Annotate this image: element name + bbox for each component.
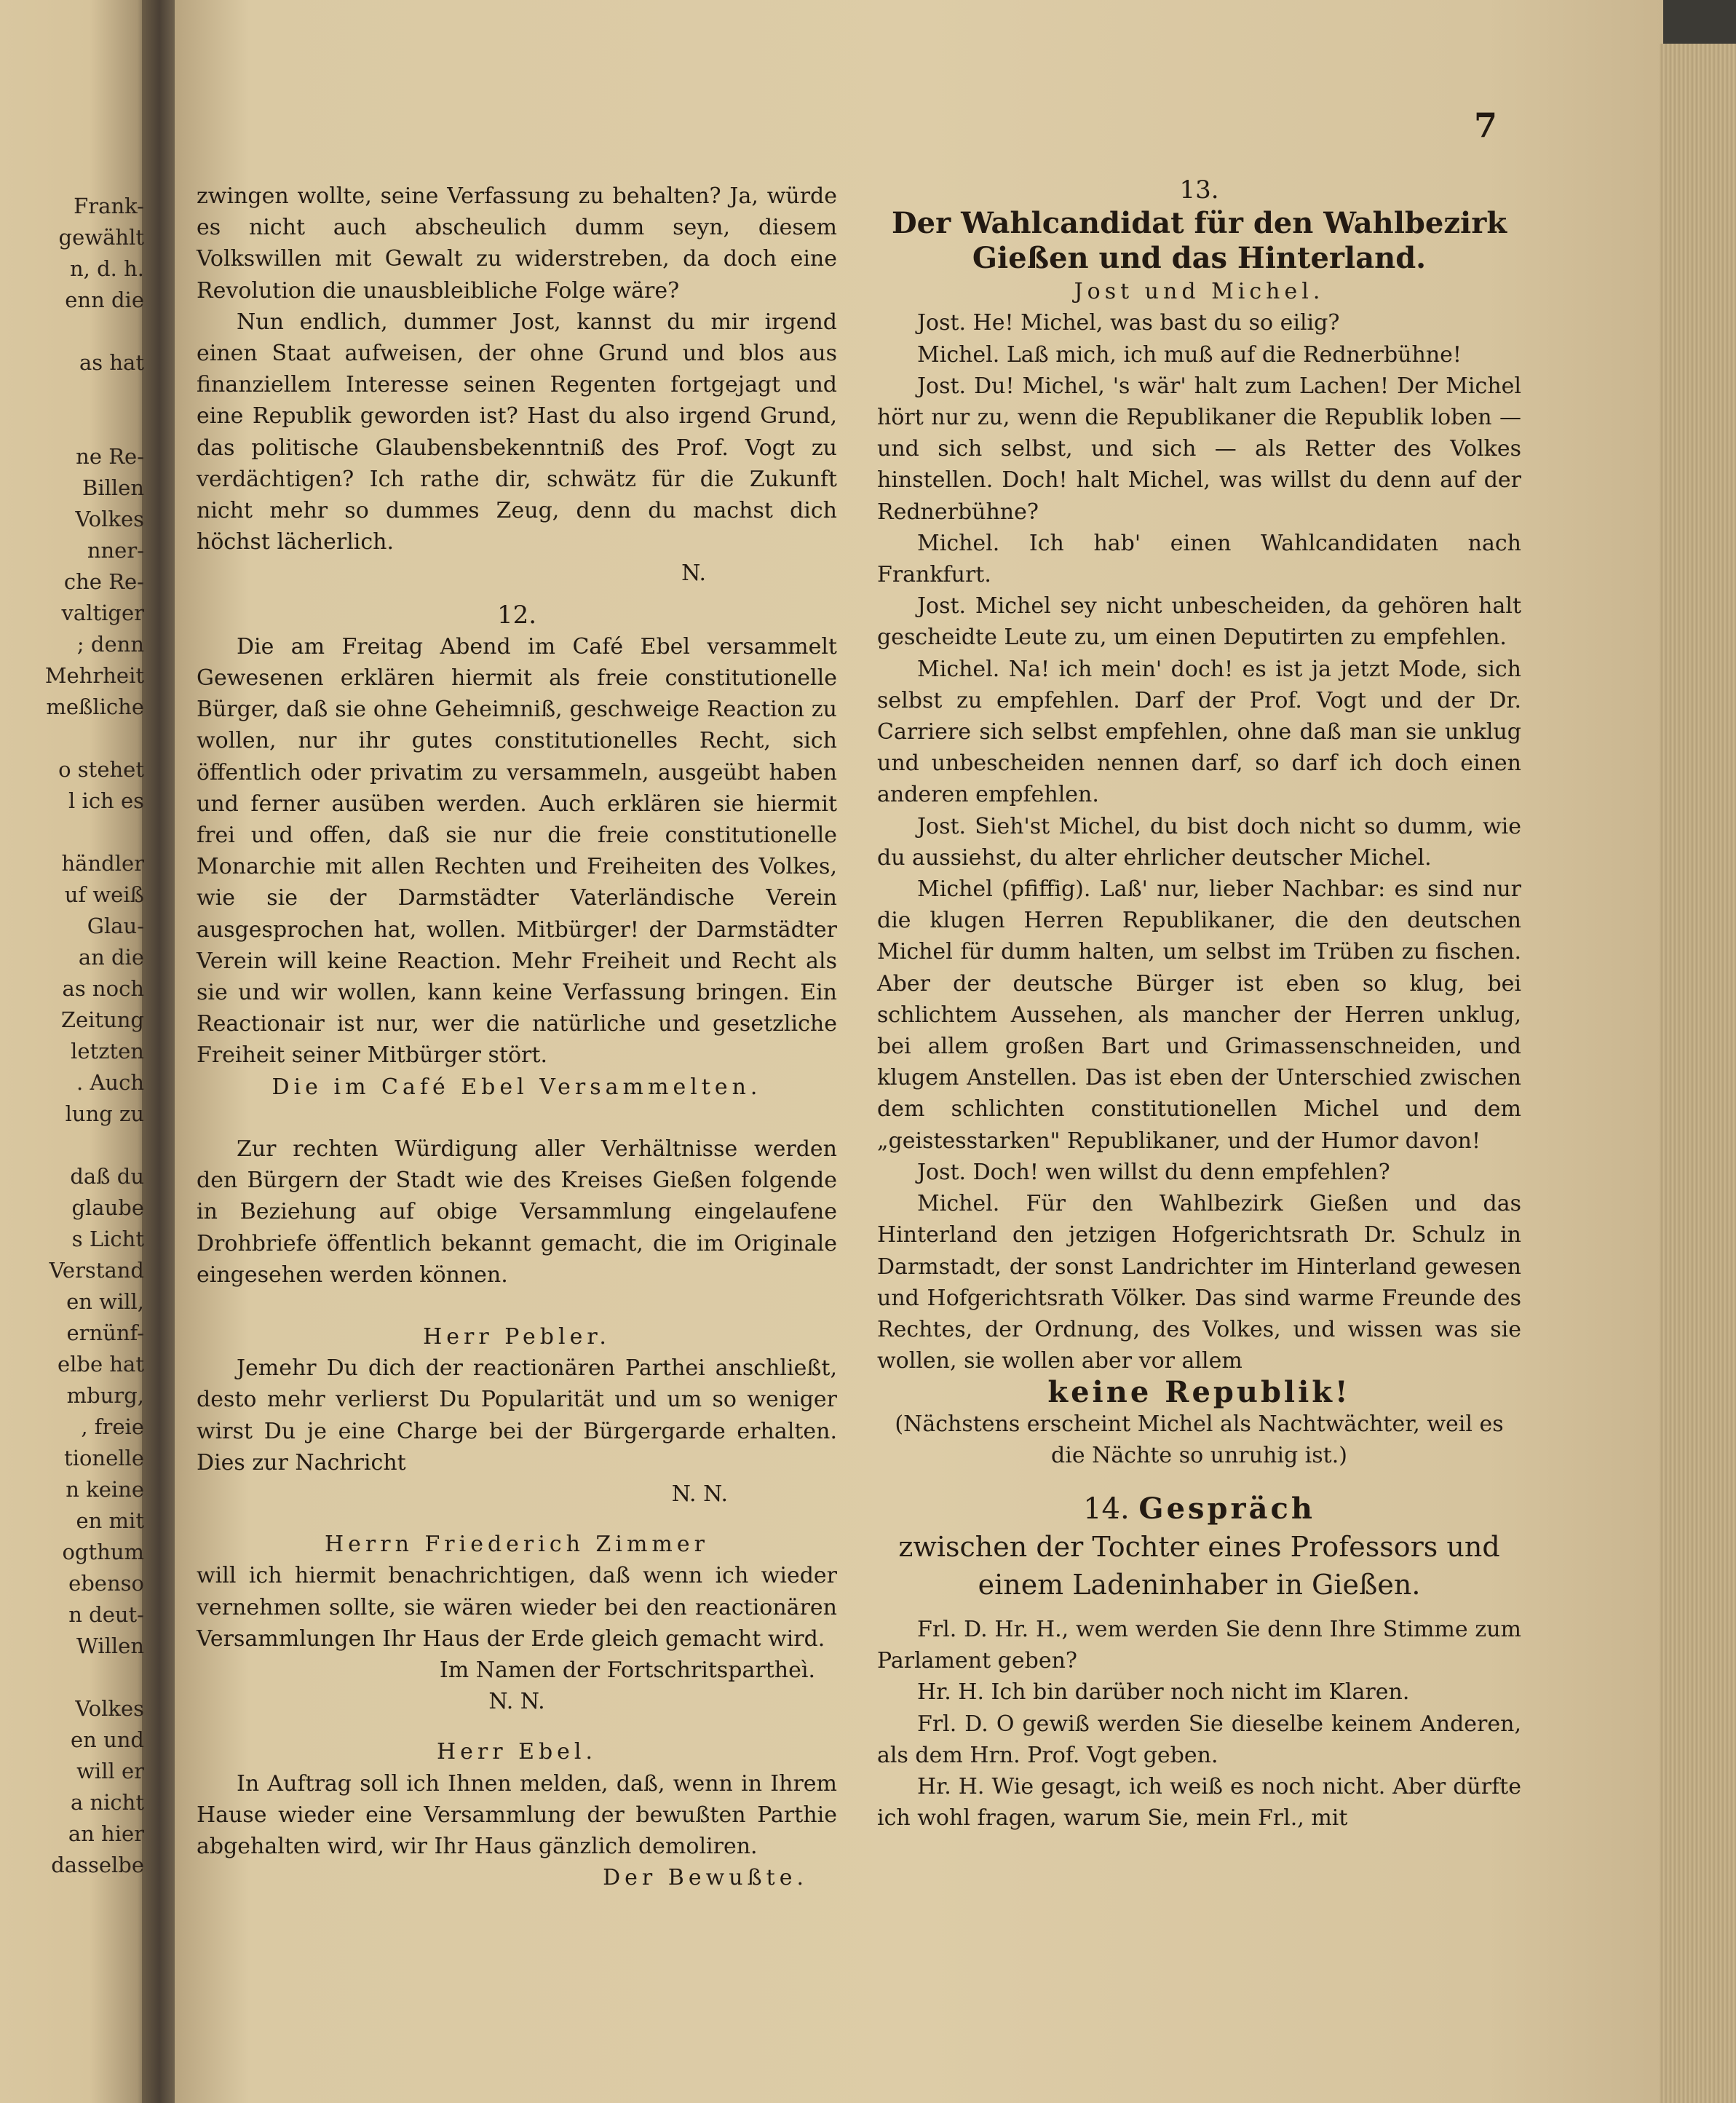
section-14-heading (877, 1490, 1521, 1528)
margin-line: elbe hat (57, 1352, 144, 1377)
letter-3-signature: Der Bewußte. (603, 1865, 808, 1891)
section-12-text: Die am Freitag Abend im Café Ebel versammelt Gewesenen erklären hiermit als freie constitutionelle Bürger, daß sie ohne Geheimniß, geschweige Reaction zu wollen, nur ihr gutes constitutionelles Recht, sich öffentlich oder privatim zu versammeln, ausgeübt haben und ferner ausüben werden. Auch erklären sie hiermit frei und offen, daß sie nur die freie constitutionelle Monarchie mit allen Rechten und Freiheiten des Volkes, wie sie der Darmstädter Vaterländische Verein ausgesprochen hat, wollen. Mitbürger! der Darmstädter Verein will keine Reaction. Mehr Freiheit und Recht als sie und wir wollen, kann keine Verfassung bringen. Ein Reactionair ist nur, wer die natürliche und gesetzliche Freiheit seiner Mitbürger stört. (197, 633, 837, 1069)
margin-line (6, 1662, 144, 1693)
margin-line: an hier (68, 1821, 144, 1846)
margin-line: en mit (76, 1508, 144, 1533)
dialogue-line: Michel (pfiffig). Laß' nur, lieber Nachbar: es sind nur die klugen Herren Republikaner, die den deutschen Michel für dumm halten, um selbst im Trüben zu fischen. Aber der deutsche Bürger ist eben so klug, bei schlichtem Aussehen, als mancher der Herren unklug, bei allem großen Bart und Grimassenschneiden, und klugem Anstellen. Das ist eben der Unterschied zwischen dem schlichten constitutionellen Michel und dem „geistesstarken" Republikaner, und der Humor davon! (877, 876, 1521, 1154)
margin-line: nner- (87, 538, 144, 563)
letter-1-signature: N. N. (671, 1481, 728, 1507)
intro-paragraph: zwingen wollte, seine Verfassung zu behalten? Ja, würde es nicht auch abscheulich dumm seyn, diesem Volkswillen mit Gewalt zu widerstreben, da doch eine Revolution die unausbleibliche Folge wäre? (197, 183, 837, 304)
margin-line: n deut- (68, 1602, 144, 1627)
dialogue-line: Frl. D. Hr. H., wem werden Sie denn Ihre Stimme zum Parlament geben? (877, 1616, 1521, 1674)
section-12-signature: Die im Café Ebel Versammelten. (272, 1074, 762, 1100)
margin-line: ne Re- (76, 444, 144, 469)
notice-paragraph: Zur rechten Würdigung aller Verhältnisse werden den Bürgern der Stadt wie des Kreises Gießen folgende in Beziehung auf obige Versammlung eingelaufene Drohbriefe öffentlich bekannt gemacht, die im Originale eingesehen werden können. (197, 1136, 837, 1288)
letter-3-heading: Herr Ebel. (436, 1739, 598, 1765)
left-page-margin-text (6, 191, 144, 1881)
section-14-title: Gespräch (1138, 1491, 1315, 1526)
margin-line: Verstand (49, 1258, 144, 1283)
dialogue-line: Hr. H. Ich bin darüber noch nicht im Klaren. (917, 1679, 1410, 1706)
margin-line: valtiger (61, 601, 144, 625)
dialogue-line: Michel. Ich hab' einen Wahlcandidaten nach Frankfurt. (877, 530, 1521, 588)
dialogue-line: Jost. He! Michel, was bast du so eilig? (917, 310, 1340, 336)
section-12-number: 12. (496, 600, 537, 630)
margin-line (6, 1130, 144, 1161)
margin-line: s Licht (71, 1227, 144, 1251)
margin-line (6, 379, 144, 410)
margin-line: letzten (71, 1039, 144, 1064)
signature-n: N. (681, 561, 706, 587)
margin-line (6, 410, 144, 441)
margin-line: en und (71, 1727, 144, 1752)
margin-line: Zeitung (60, 1007, 144, 1032)
margin-line: händler (61, 851, 144, 876)
letter-3-text: In Auftrag soll ich Ihnen melden, daß, wenn in Ihrem Hause wieder eine Versammlung der bewußten Parthie abgehalten wird, wir Ihr Haus gänzlich demoliren. (197, 1770, 837, 1859)
dialogue-line: Hr. H. Wie gesagt, ich weiß es noch nicht. Aber dürfte ich wohl fragen, warum Sie, mein Frl., mit (877, 1773, 1521, 1831)
margin-line: , freie (81, 1414, 144, 1439)
margin-line: ernünf- (66, 1320, 144, 1345)
margin-line: Glau- (87, 914, 144, 938)
letter-2-signature: N. N. (488, 1689, 545, 1715)
margin-line: enn die (65, 288, 144, 312)
margin-line: gewählt (58, 225, 144, 250)
section-14-number: 14. (1083, 1492, 1130, 1526)
letter-2-text: will ich hiermit benachrichtigen, daß wenn ich wieder vernehmen sollte, sie wären wieder bei den reactionären Versammlungen Ihr Haus der Erde gleich gemacht wird. (197, 1563, 837, 1652)
margin-line: Billen (82, 475, 144, 500)
margin-line: glaube (71, 1195, 144, 1220)
margin-line: Volkes (75, 507, 144, 531)
margin-line: Willen (76, 1633, 144, 1658)
margin-line: o stehet (58, 757, 144, 782)
section-13-number: 13. (1179, 175, 1219, 205)
margin-line: mburg, (66, 1383, 144, 1408)
dialogue-line: Frl. D. O gewiß werden Sie dieselbe keinem Anderen, als dem Hrn. Prof. Vogt geben. (877, 1711, 1521, 1768)
section-13-title: Der Wahlcandidat für den Wahlbezirk Gießen und das Hinterland. (891, 206, 1507, 276)
margin-line: ; denn (76, 632, 144, 657)
margin-line: daß du (70, 1164, 144, 1189)
margin-line: n keine (66, 1477, 144, 1502)
margin-line: as noch (62, 976, 144, 1001)
slogan-keine-republik: keine Republik! (1047, 1375, 1351, 1410)
letter-1-text: Jemehr Du dich der reactionären Parthei anschließt, desto mehr verlierst Du Popularität und um so weniger wirst Du je eine Charge bei der Bürgergarde erhalten. Dies zur Nachricht (197, 1355, 837, 1476)
margin-line: an die (78, 945, 144, 970)
dialogue-line: Jost. Du! Michel, 's wär' halt zum Lachen! Der Michel hört nur zu, wenn die Republikaner die Republik loben — und sich selbst, und sich — als Retter des Volkes hinstellen. Doch! halt Michel, was willst du denn auf der Rednerbühne? (877, 373, 1521, 525)
footnote-nachtwaechter: (Nächstens erscheint Michel als Nachtwächter, weil es die Nächte so unruhig ist.) (895, 1411, 1504, 1468)
dialogue-13 (877, 307, 1521, 1377)
margin-line: ogthum (62, 1540, 144, 1564)
page-number: 7 (1474, 106, 1498, 145)
letter-2-party: Im Namen der Fortschritspartheì. (439, 1657, 815, 1683)
margin-line (6, 817, 144, 848)
margin-line: tionelle (64, 1446, 144, 1470)
paragraph-jost: Nun endlich, dummer Jost, kannst du mir irgend einen Staat aufweisen, der ohne Grund und blos aus finanziellem Interesse seinen Regenten fortgejagt und eine Republik geworden ist? Hast du also irgend Grund, das politische Glaubensbekenntniß des Prof. Vogt zu verdächtigen? Ich rathe dir, schwätz für die Zukunft nicht mehr so dummes Zeug, denn du machst dich höchst lächerlich. (197, 309, 837, 555)
margin-line: dasselbe (51, 1853, 144, 1877)
right-column (877, 175, 1521, 1834)
dialogue-line: Jost. Doch! wen willst du denn empfehlen? (917, 1159, 1390, 1185)
margin-line: lung zu (65, 1101, 144, 1126)
margin-line (6, 316, 144, 347)
margin-line: as hat (79, 350, 144, 375)
margin-line: will er (76, 1759, 144, 1783)
margin-line: . Auch (76, 1070, 144, 1095)
section-14-subtitle: zwischen der Tochter eines Professors und einem Ladeninhaber in Gießen. (898, 1530, 1500, 1601)
dialogue-line: Michel. Laß mich, ich muß auf die Rednerbühne! (917, 341, 1462, 368)
dialogue-line: Michel. Für den Wahlbezirk Gießen und das Hinterland den jetzigen Hofgerichtsrath Dr. Schulz in Darmstadt, der sonst Landrichter im Hinterland gewesen und Hofgerichtsrath Völker. Das sind warme Freunde des Rechtes, der Ordnung, des Volkes, und wissen was sie wollen, sie wollen aber vor allem (877, 1191, 1521, 1374)
letter-2-heading: Herrn Friederich Zimmer (325, 1532, 709, 1558)
margin-line: en will, (66, 1289, 144, 1314)
letter-1-heading: Herr Pebler. (423, 1323, 611, 1350)
margin-line: Mehrheit (44, 663, 144, 688)
margin-line: che Re- (63, 569, 144, 594)
margin-line: Volkes (75, 1696, 144, 1721)
margin-line: meßliche (46, 694, 144, 719)
margin-line: uf weiß (64, 882, 144, 907)
left-column (197, 181, 837, 1893)
margin-line: Frank- (74, 194, 144, 218)
dialogue-line: Michel. Na! ich mein' doch! es ist ja jetzt Mode, sich selbst zu empfehlen. Darf der Prof. Vogt und der Dr. Carriere sich selbst empfehlen, ohne daß man sie unklug und unbescheiden nennen darf, so darf ich doch einen anderen empfehlen. (877, 656, 1521, 808)
page-edges (1660, 44, 1736, 2103)
margin-line: a nicht (70, 1790, 144, 1815)
margin-line: ebenso (68, 1571, 144, 1596)
dialogue-14 (877, 1614, 1521, 1834)
section-13-subtitle: Jost und Michel. (1074, 279, 1325, 305)
margin-line (6, 723, 144, 754)
dialogue-line: Jost. Sieh'st Michel, du bist doch nicht so dumm, wie du aussiehst, du alter ehrlicher deutscher Michel. (877, 813, 1521, 871)
dialogue-line: Jost. Michel sey nicht unbescheiden, da gehören halt gescheidte Leute zu, um einen Deputirten zu empfehlen. (877, 593, 1521, 651)
margin-line: l ich es (68, 788, 144, 813)
margin-line: n, d. h. (69, 256, 144, 281)
